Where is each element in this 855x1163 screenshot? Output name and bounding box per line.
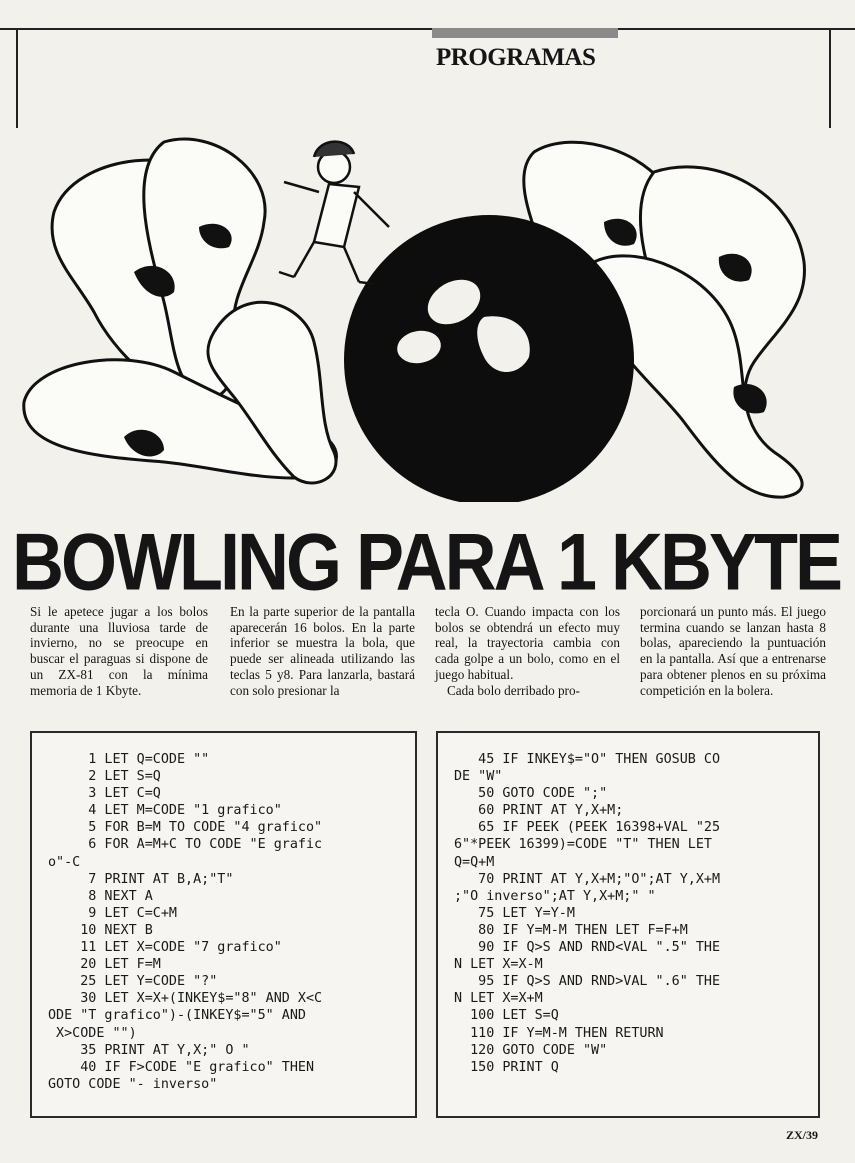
code-line: 10 NEXT B	[48, 922, 153, 938]
listing-box-right	[436, 731, 820, 1118]
code-line: X>CODE "")	[48, 1025, 137, 1041]
code-line: 35 PRINT AT Y,X;" O "	[48, 1042, 250, 1058]
body-column-3	[435, 604, 620, 698]
code-line: 75 LET Y=Y-M	[454, 905, 575, 921]
code-line: 6 FOR A=M+C TO CODE "E grafic	[48, 837, 323, 853]
code-line: 40 IF F>CODE "E grafico" THEN	[48, 1059, 315, 1075]
paragraph: tecla O. Cuando impacta con los bolos se obtendrá un efecto muy real, la trayectoria cambia con cada golpe a un bolo, como en el juego habitual.	[435, 604, 620, 682]
paragraph: En la parte superior de la pantalla aparecerán 16 bolos. En la parte inferior se muestra la bola, que puede ser alineada utilizando las teclas 5 y8. Para lanzarla, bastará con solo presionar la	[230, 604, 415, 698]
top-rule	[0, 28, 855, 30]
paragraph: Cada bolo derribado pro-	[447, 682, 580, 698]
body-column-1	[30, 604, 208, 698]
code-line: 11 LET X=CODE "7 grafico"	[48, 940, 282, 956]
code-line: DE "W"	[454, 769, 503, 785]
code-line: 30 LET X=X+(INKEY$="8" AND X<C	[48, 991, 323, 1007]
code-line: ODE "T grafico")-(INKEY$="5" AND	[48, 1008, 306, 1024]
paragraph: Si le apetece jugar a los bolos durante una lluviosa tarde de invierno, no se preocupe en buscar el paraguas si dispone de un ZX-81 con la mínima memoria de 1 Kbyte.	[30, 604, 208, 698]
code-line: 8 NEXT A	[48, 888, 153, 904]
section-heading: PROGRAMAS	[436, 44, 596, 71]
code-line: 80 IF Y=M-M THEN LET F=F+M	[454, 922, 688, 938]
code-line: 2 LET S=Q	[48, 769, 161, 785]
code-line: 110 IF Y=M-M THEN RETURN	[454, 1025, 664, 1041]
code-line: GOTO CODE "- inverso"	[48, 1076, 218, 1092]
bowling-illustration	[14, 132, 840, 502]
left-rule	[16, 28, 18, 128]
code-line: 95 IF Q>S AND RND>VAL ".6" THE	[454, 974, 721, 990]
code-line: N LET X=X-M	[454, 957, 543, 973]
code-line: 6"*PEEK 16399)=CODE "T" THEN LET	[454, 837, 712, 853]
article-title: BOWLING PARA 1 KBYTE	[12, 517, 841, 608]
code-line: 50 GOTO CODE ";"	[454, 786, 608, 802]
code-line: 25 LET Y=CODE "?"	[48, 974, 218, 990]
program-listing-right	[438, 733, 818, 1076]
right-rule	[829, 28, 831, 128]
code-line: ;"O inverso";AT Y,X+M;" "	[454, 888, 656, 904]
code-line: 45 IF INKEY$="O" THEN GOSUB CO	[454, 752, 721, 767]
code-line: 65 IF PEEK (PEEK 16398+VAL "25	[454, 820, 721, 836]
code-line: 90 IF Q>S AND RND<VAL ".5" THE	[454, 940, 721, 956]
body-column-2	[230, 604, 415, 698]
code-line: 60 PRINT AT Y,X+M;	[454, 803, 624, 819]
code-line: 20 LET F=M	[48, 957, 161, 973]
page-number: ZX/39	[786, 1128, 819, 1142]
code-line: 9 LET C=C+M	[48, 905, 177, 921]
section-bar	[432, 28, 618, 38]
code-line: 3 LET C=Q	[48, 786, 161, 802]
code-line: 100 LET S=Q	[454, 1008, 559, 1024]
paragraph: porcionará un punto más. El juego termina cuando se lanzan hasta 8 bolas, apareciendo la puntuación en la pantalla. Así que a entrenarse para obtener plenos en su próxima competición en la bolera.	[640, 604, 826, 698]
program-listing-left	[32, 733, 415, 1093]
code-line: 120 GOTO CODE "W"	[454, 1042, 608, 1058]
article-body	[30, 604, 850, 722]
code-line: Q=Q+M	[454, 854, 495, 870]
code-line: 1 LET Q=CODE ""	[48, 752, 210, 767]
code-line: N LET X=X+M	[454, 991, 543, 1007]
code-line: 7 PRINT AT B,A;"T"	[48, 871, 234, 887]
code-line: o"-C	[48, 854, 81, 870]
bowler-figure	[279, 142, 389, 284]
listing-box-left	[30, 731, 417, 1118]
code-line: 70 PRINT AT Y,X+M;"O";AT Y,X+M	[454, 871, 721, 887]
code-line: 150 PRINT Q	[454, 1059, 559, 1075]
code-line: 5 FOR B=M TO CODE "4 grafico"	[48, 820, 323, 836]
code-line: 4 LET M=CODE "1 grafico"	[48, 803, 282, 819]
body-column-4	[640, 604, 826, 698]
